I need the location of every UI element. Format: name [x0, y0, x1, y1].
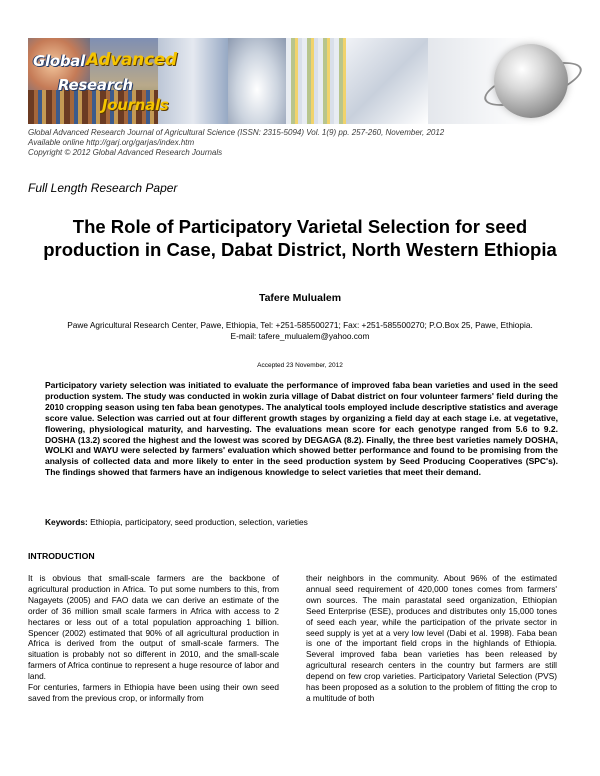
paper-title: The Role of Participatory Varietal Selection for seed production in Case, Dabat District, North Western Ethiopia: [43, 216, 557, 260]
abstract: Participatory variety selection was initiated to evaluate the performance of improved faba bean varieties and used in the seed production system. The study was conducted in wokin zuria village of Dabat district on four volunteer farmers' field during the 2010 cropping season using ten faba bean genotypes. The analytical tools employed include descriptive statistics and average score value. Selection was carried out at four different growth stages by organizing a field day at each stage i.e. at vegetative, flowering, physiological maturity, and harvesting. The evaluations mean score for each genotype ranged from 5.6 to 9.2. DOSHA (13.2) scored the highest and the lowest was scored by DEGAGA (8.2). Finally, the three best varieties namely DOSHA, WOLKI and WAYU were selected by farmers' evaluation which showed better performance and found to be promising from the analysis of collected data and more likely to enter in the seed production system by Seed Producing Cooperatives (SPC's). The findings showed that farmers have an indigenous knowledge to select varieties that meet their demand.: [45, 380, 558, 478]
author-name: Tafere Mulualem: [258, 292, 342, 304]
banner-logo-word: Advanced: [86, 50, 177, 70]
banner-photo-test-tubes: [286, 38, 346, 124]
banner-photo-microscope: [228, 38, 286, 124]
paper-type: Full Length Research Paper: [28, 181, 178, 195]
paragraph: It is obvious that small-scale farmers are the backbone of agricultural production in Africa. To put some numbers to this, from Nagayets (2005) and FAO data we can derive an estimate of the order of 36 million small scale farmers in Africa with access to 2 hectares or less out of a total population approaching 1 billion. Spencer (2002) estimated that 90% of all agricultural production in Africa is derived from the output of small-scale farmers. The situation is probably not so different in 2010, and the small-scale farmers of Africa continue to represent a huge resource of labor and land.: [28, 573, 279, 682]
keywords-label: Keywords:: [45, 517, 88, 527]
paragraph: For centuries, farmers in Ethiopia have been using their own seed saved from the previous crop, or informally from: [28, 682, 279, 703]
banner-photo-glassware: [346, 38, 428, 124]
journal-citation: Global Advanced Research Journal of Agricultural Science (ISSN: 2315-5094) Vol. 1(9) pp. 257-260, November, 2012: [28, 128, 445, 137]
journal-meta: [28, 128, 444, 158]
affiliation-email: E-mail: tafere_mulualem@yahoo.com: [230, 331, 370, 341]
journal-availability: Available online http://garj.org/garjas/index.htm: [28, 138, 195, 147]
banner-logo-word: Global: [33, 52, 85, 70]
journal-banner: [28, 38, 573, 126]
banner-logo-word: Journals: [102, 96, 169, 114]
body-column-right: [306, 573, 557, 704]
body-column-left: [28, 573, 279, 704]
keywords-text: Ethiopia, participatory, seed production, selection, varieties: [90, 517, 308, 527]
keywords: [45, 517, 565, 527]
paragraph: their neighbors in the community. About 96% of the estimated annual seed requirement of 420,000 tones comes from farmers' own sources. The main parastatal seed organization, Ethiopian Seed Enterprise (ESE), produces and distributes only 15,000 tones of seed each year, while the participation of the private sector in seed supply is yet at a very low level (Dabi et al. 1998). Faba bean is one of the important field crops in the highlands of Ethiopia. Several improved faba bean varieties has been released by agricultural research centers in the country but farmers are still depend on few crop varieties. Participatory Varietal Selection (PVS) has been proposed as a solution to the problem of fitting the crop to a multitude of both: [306, 573, 557, 703]
globe-icon: [494, 44, 568, 118]
banner-logo-word: Research: [58, 76, 133, 94]
section-heading-introduction: INTRODUCTION: [28, 551, 95, 561]
journal-copyright: Copyright © 2012 Global Advanced Research Journals: [28, 148, 223, 157]
accepted-date: Accepted 23 November, 2012: [257, 362, 343, 369]
affiliation-address: Pawe Agricultural Research Center, Pawe, Ethiopia, Tel: +251-585500271; Fax: +251-585500270; P.O.Box 25, Pawe, Ethiopia.: [67, 320, 533, 330]
author-affiliation: [30, 320, 570, 342]
